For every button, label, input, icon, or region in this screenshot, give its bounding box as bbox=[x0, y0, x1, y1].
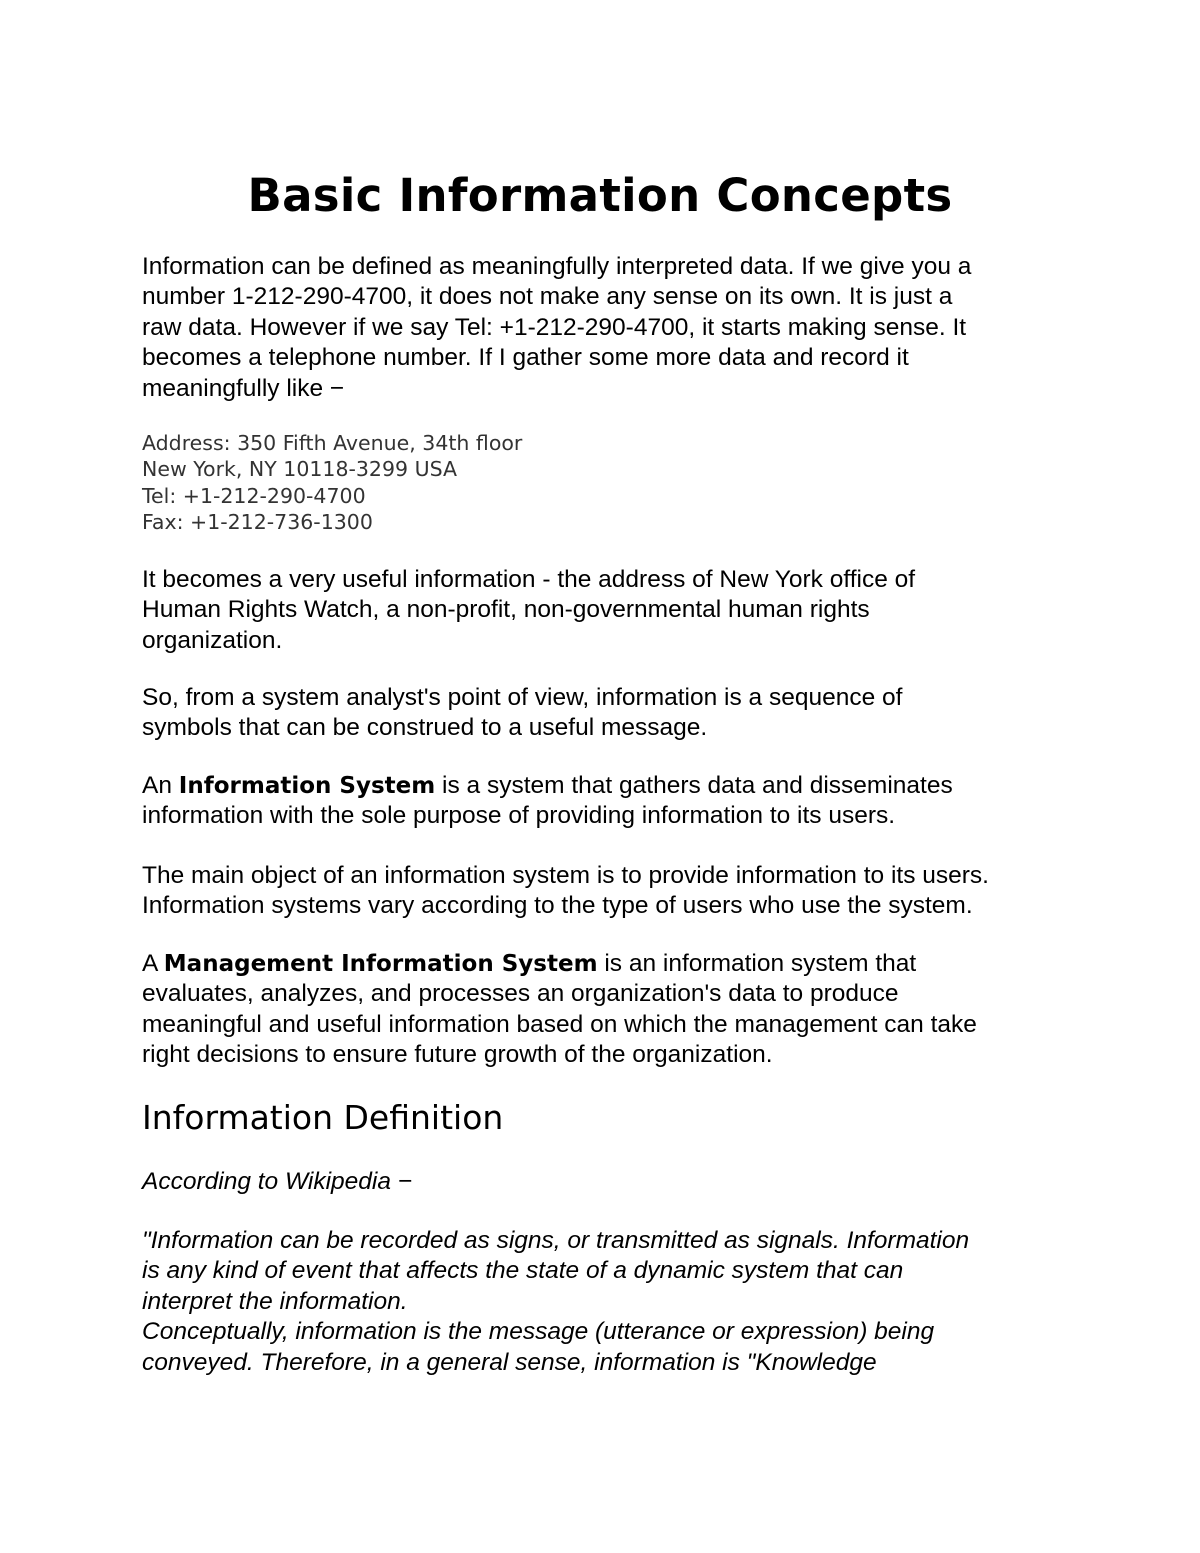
info-system-rest: is a system that gathers data and disseminates bbox=[435, 772, 953, 799]
wiki-intro bbox=[142, 1167, 412, 1197]
quote-line: conveyed. Therefore, in a general sense, information is "Knowledge bbox=[142, 1348, 877, 1376]
useful-paragraph bbox=[142, 565, 915, 656]
section-heading: Information Definition bbox=[142, 1098, 504, 1137]
main-object-line: The main object of an information system is to provide information to its users. bbox=[142, 862, 989, 889]
useful-line: Human Rights Watch, a non-profit, non-governmental human rights bbox=[142, 596, 870, 624]
mis-prefix: A bbox=[142, 950, 164, 977]
mis-term: Management Information System bbox=[163, 951, 598, 977]
analyst-line: symbols that can be construed to a useful message. bbox=[142, 714, 708, 742]
analyst-paragraph bbox=[142, 683, 902, 744]
quote-line: interpret the information. bbox=[142, 1287, 408, 1315]
address-line: Fax: +1-212-736-1300 bbox=[142, 509, 373, 534]
info-system-term: Information System bbox=[178, 773, 436, 799]
mis-paragraph bbox=[142, 949, 977, 1071]
address-line: Address: 350 Fifth Avenue, 34th floor bbox=[142, 431, 523, 455]
quote-paragraph bbox=[142, 1226, 969, 1378]
mis-line bbox=[142, 949, 977, 979]
document-title: Basic Information Concepts bbox=[247, 169, 953, 222]
main-object-paragraph bbox=[142, 861, 989, 922]
address-block bbox=[142, 430, 522, 535]
address-line: Tel: +1-212-290-4700 bbox=[142, 483, 366, 508]
information-system-line bbox=[142, 771, 953, 801]
intro-line: meaningfully like − bbox=[142, 374, 345, 402]
mis-line: meaningful and useful information based on which the management can take bbox=[142, 1010, 977, 1038]
mis-line: right decisions to ensure future growth of the organization. bbox=[142, 1041, 773, 1069]
intro-line: raw data. However if we say Tel: +1-212-290-4700, it starts making sense. It bbox=[142, 313, 967, 341]
wiki-intro-line: According to Wikipedia − bbox=[142, 1168, 413, 1195]
mis-rest: is an information system that bbox=[597, 950, 917, 977]
intro-paragraph bbox=[142, 252, 971, 404]
useful-line: organization. bbox=[142, 626, 283, 654]
intro-line: becomes a telephone number. If I gather some more data and record it bbox=[142, 344, 909, 372]
quote-line: is any kind of event that affects the state of a dynamic system that can bbox=[142, 1257, 904, 1285]
quote-line: "Information can be recorded as signs, or transmitted as signals. Information bbox=[142, 1227, 970, 1254]
mis-line: evaluates, analyzes, and processes an organization's data to produce bbox=[142, 980, 899, 1008]
intro-line: Information can be defined as meaningfully interpreted data. If we give you a bbox=[142, 253, 972, 280]
intro-line: number 1-212-290-4700, it does not make any sense on its own. It is just a bbox=[142, 283, 953, 311]
useful-line: It becomes a very useful information - the address of New York office of bbox=[142, 566, 916, 593]
information-system-line: information with the sole purpose of providing information to its users. bbox=[142, 802, 896, 830]
analyst-line: So, from a system analyst's point of view, information is a sequence of bbox=[142, 684, 903, 711]
info-system-prefix: An bbox=[142, 772, 179, 799]
address-line: New York, NY 10118-3299 USA bbox=[142, 457, 457, 482]
information-system-paragraph bbox=[142, 771, 953, 832]
quote-line: Conceptually, information is the message (utterance or expression) being bbox=[142, 1318, 935, 1346]
main-object-line: Information systems vary according to the type of users who use the system. bbox=[142, 892, 973, 920]
